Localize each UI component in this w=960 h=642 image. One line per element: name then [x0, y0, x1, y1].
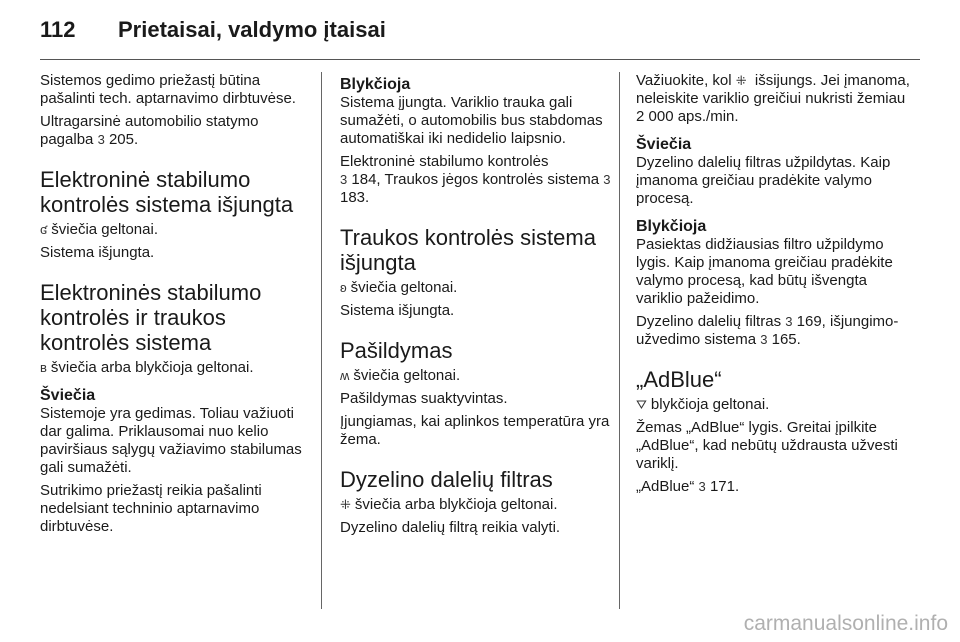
paragraph: ⁜ šviečia arba blykčioja geltonai.: [340, 496, 558, 513]
paragraph: Elektroninė stabilumo kontrolės 3 184, Traukos jėgos kontrolės sistema 3 183.: [340, 153, 611, 206]
page-link[interactable]: 205.: [108, 131, 139, 148]
page-ref-arrow-icon: 3: [785, 314, 793, 329]
paragraph: Važiuokite, kol ⁜ išsijungs. Jei įmanoma, neleiskite variklio greičiui nukristi žemiau 2 000 aps./min.: [636, 72, 910, 125]
column-divider-2: [619, 72, 620, 609]
paragraph: Dyzelino dalelių filtras užpildytas. Kaip įmanoma greičiau pradėkite valymo procesą.: [636, 154, 891, 207]
column-3: [636, 72, 916, 501]
sub-heading: Šviečia: [636, 136, 692, 153]
page-ref-arrow-icon: 3: [340, 172, 348, 187]
paragraph: ʍ šviečia geltonai.: [340, 367, 461, 384]
paragraph: Pašildymas suaktyvintas.: [340, 390, 508, 407]
paragraph: Sistema išjungta.: [40, 244, 155, 261]
page-header: [40, 10, 920, 50]
esc-icon: ʙ: [40, 360, 47, 375]
section-heading: Pašildymas: [340, 338, 453, 363]
paragraph: Sistema įjungta. Variklio trauka gali sumažėti, o automobilis bus stabdomas automatiškai iki nedidelio laipsnio.: [340, 94, 603, 147]
paragraph: „AdBlue“ 3 171.: [636, 478, 740, 495]
sub-heading: Šviečia: [40, 387, 96, 404]
page-link[interactable]: 165.: [771, 331, 801, 348]
paragraph: Sistemos gedimo priežastį būtina pašalinti tech. aptarnavimo dirbtuvėse.: [40, 72, 296, 107]
adblue-icon: ⛛: [636, 397, 647, 412]
page-ref-arrow-icon: 3: [698, 479, 706, 494]
section-heading: Elektroninė stabilumo kontrolės sistema išjungta: [40, 167, 294, 217]
paragraph: Sutrikimo priežastį reikia pašalinti nedelsiant techninio aptarnavimo dirbtuvėse.: [40, 482, 262, 535]
page-link[interactable]: 183.: [340, 189, 370, 206]
glow-plug-icon: ʍ: [340, 368, 350, 383]
section-heading: Traukos kontrolės sistema išjungta: [340, 225, 596, 275]
sub-heading: Blykčioja: [636, 218, 707, 235]
paragraph: Žemas „AdBlue“ lygis. Greitai įpilkite „AdBlue“, kad nebūtų uždrausta užvesti variklį.: [636, 419, 898, 472]
column-2: [340, 72, 612, 542]
paragraph: ⛛ blykčioja geltonai.: [636, 396, 770, 413]
page-ref-arrow-icon: 3: [603, 172, 611, 187]
column-divider-1: [321, 72, 322, 609]
page-title: Prietaisai, valdymo įtaisai: [118, 17, 386, 42]
watermark: carmanualsonline.info: [743, 612, 948, 635]
paragraph: ʚ šviečia geltonai.: [340, 279, 458, 296]
page-number: 112: [40, 17, 76, 42]
paragraph: Įjungiamas, kai aplinkos temperatūra yra žema.: [340, 413, 610, 448]
paragraph: Pasiektas didžiausias filtro užpildymo lygis. Kaip įmanoma greičiau pradėkite valymo procesą, kad būtų išvengta variklio pažeidimo.: [636, 236, 893, 307]
section-heading: „AdBlue“: [636, 367, 722, 392]
sub-heading: Blykčioja: [340, 76, 411, 93]
esc-off-icon: ʛ: [40, 222, 48, 237]
page-link[interactable]: 184, Traukos jėgos kontrolės sistema: [351, 171, 600, 188]
section-heading: Elektroninės stabilumo kontrolės ir traukos kontrolės sistema: [40, 280, 262, 355]
section-heading: Dyzelino dalelių filtras: [340, 467, 553, 492]
paragraph: Sistemoje yra gedimas. Toliau važiuoti dar galima. Priklausomai nuo kelio paviršiaus sąlygų važiavimo stabilumas gali sumažėti.: [40, 405, 302, 476]
paragraph: ʙ šviečia arba blykčioja geltonai.: [40, 359, 254, 376]
paragraph: Dyzelino dalelių filtras 3 169, išjungimo-užvedimo sistema 3 165.: [636, 313, 899, 348]
page-link[interactable]: 169, išjungimo-užvedimo sistema: [636, 313, 899, 348]
particle-filter-icon: ⁜: [735, 73, 747, 88]
traction-off-icon: ʚ: [340, 280, 347, 295]
column-1: [40, 72, 310, 541]
header-divider: [40, 59, 920, 60]
paragraph: Sistema išjungta.: [340, 302, 455, 319]
page-ref-arrow-icon: 3: [97, 132, 105, 147]
page-link[interactable]: 171.: [709, 478, 740, 495]
paragraph: Ultragarsinė automobilio statymo pagalba 3 205.: [40, 113, 259, 148]
paragraph: ʛ šviečia geltonai.: [40, 221, 158, 238]
particle-filter-icon: ⁜: [340, 497, 351, 512]
paragraph: Dyzelino dalelių filtrą reikia valyti.: [340, 519, 561, 536]
page-ref-arrow-icon: 3: [760, 332, 768, 347]
